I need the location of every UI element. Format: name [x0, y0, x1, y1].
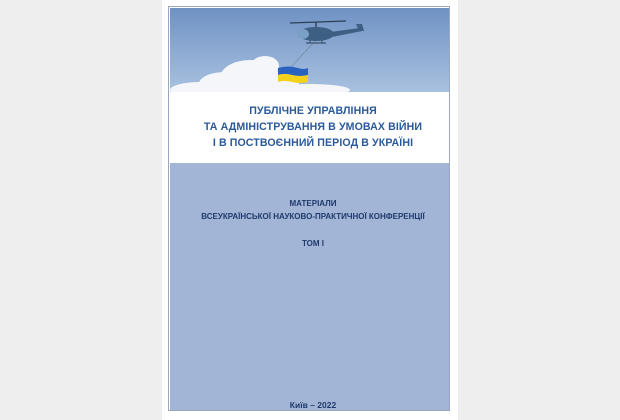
helicopter-flag-illustration — [170, 8, 450, 92]
document-page — [162, 0, 458, 420]
cover-title — [170, 92, 450, 162]
title-line-1: ПУБЛІЧНЕ УПРАВЛІННЯ — [249, 105, 377, 117]
place-year: Київ – 2022 — [289, 400, 337, 410]
title-line-2: ТА АДМІНІСТРУВАННЯ В УМОВАХ ВІЙНИ — [203, 121, 423, 133]
materials-label: МАТЕРІАЛИ — [289, 199, 337, 208]
cover-info-panel — [170, 163, 450, 411]
cover-frame — [168, 6, 450, 411]
title-line-3: І В ПОСТВОЄННИЙ ПЕРІОД В УКРАЇНІ — [212, 137, 414, 149]
conference-label: ВСЕУКРАЇНСЬКОЇ НАУКОВО-ПРАКТИЧНОЇ КОНФЕРЕНЦІЇ — [201, 212, 425, 221]
volume-label: ТОМ І — [301, 239, 325, 248]
cover-photo — [170, 8, 450, 92]
